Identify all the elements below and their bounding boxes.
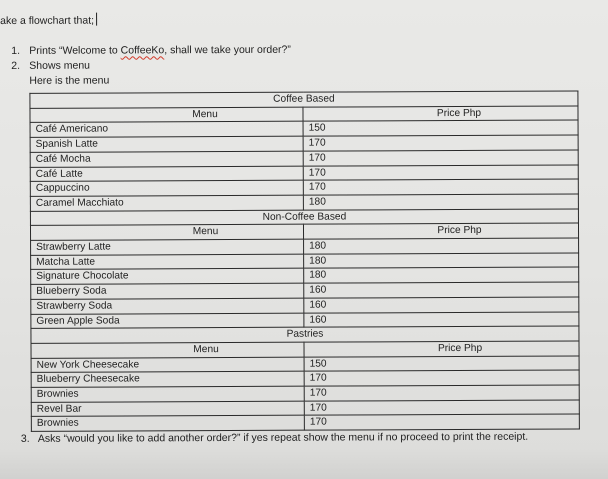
- item-price: 170: [303, 135, 578, 151]
- price-column-header: Price Php: [303, 223, 578, 239]
- item-price: 170: [303, 164, 578, 180]
- item-price: 170: [303, 150, 578, 166]
- table-row: [31, 414, 579, 431]
- item-price: 170: [303, 179, 578, 195]
- item-name: Spanish Latte: [30, 136, 303, 152]
- item-name: Café Mocha: [30, 151, 303, 167]
- menu-column-header: Menu: [31, 342, 304, 358]
- item-name: Caramel Macchiato: [30, 195, 303, 211]
- intro-text: ake a flowchart that;: [0, 14, 95, 27]
- item-name: Revel Bar: [31, 401, 304, 417]
- item-name: Café Americano: [30, 122, 303, 138]
- item-price: 170: [304, 385, 579, 401]
- menu-column-header: Menu: [30, 107, 303, 123]
- section-title: Pastries: [31, 326, 579, 343]
- menu-table: [29, 90, 579, 432]
- step-number: 3.: [20, 432, 30, 445]
- item-name: Signature Chocolate: [31, 269, 304, 285]
- item-price: 180: [304, 253, 579, 269]
- intro-line[interactable]: [0, 13, 97, 27]
- item-price: 160: [304, 282, 579, 298]
- item-price: 180: [304, 238, 579, 254]
- step-text: Asks “would you like to add another order?” if yes repeat show the menu if no proceed to print the receipt.: [37, 430, 529, 445]
- item-name: Brownies: [31, 386, 304, 402]
- item-price: 180: [304, 267, 579, 283]
- item-price: 170: [304, 400, 579, 416]
- step-text: [29, 44, 291, 57]
- step-text-post: , shall we take your order?”: [164, 43, 291, 57]
- item-name: Blueberry Soda: [31, 283, 304, 299]
- item-price: 150: [304, 356, 579, 372]
- item-price: 180: [303, 194, 578, 210]
- item-name: Green Apple Soda: [31, 313, 304, 329]
- item-price: 170: [304, 414, 579, 430]
- brand-name-misspelled: CoffeeKo: [120, 44, 165, 57]
- section-title: Coffee Based: [30, 91, 578, 108]
- step-text-pre: Prints “Welcome to: [29, 44, 121, 57]
- item-name: Cappuccino: [30, 180, 303, 196]
- item-price: 170: [304, 370, 579, 386]
- item-name: Brownies: [31, 416, 304, 432]
- item-name: Strawberry Soda: [31, 298, 304, 314]
- item-name: Blueberry Cheesecake: [31, 372, 304, 388]
- step-number: 1.: [11, 44, 21, 57]
- item-price: 160: [304, 312, 579, 328]
- section-title: Non-Coffee Based: [30, 209, 578, 226]
- step-number: 2.: [11, 59, 21, 72]
- item-name: Strawberry Latte: [31, 239, 304, 255]
- item-price: 160: [304, 297, 579, 313]
- item-name: New York Cheesecake: [31, 357, 304, 373]
- photo-shadow: [0, 448, 608, 479]
- text-cursor: [96, 13, 97, 26]
- step-text: Shows menu: [29, 59, 91, 72]
- item-name: Matcha Latte: [31, 254, 304, 270]
- menu-column-header: Menu: [30, 225, 303, 241]
- menu-intro: Here is the menu: [29, 74, 110, 87]
- item-price: 150: [303, 120, 578, 136]
- price-column-header: Price Php: [304, 341, 579, 357]
- item-name: Café Latte: [30, 166, 303, 182]
- price-column-header: Price Php: [303, 106, 578, 122]
- menu-table-body: [30, 91, 579, 432]
